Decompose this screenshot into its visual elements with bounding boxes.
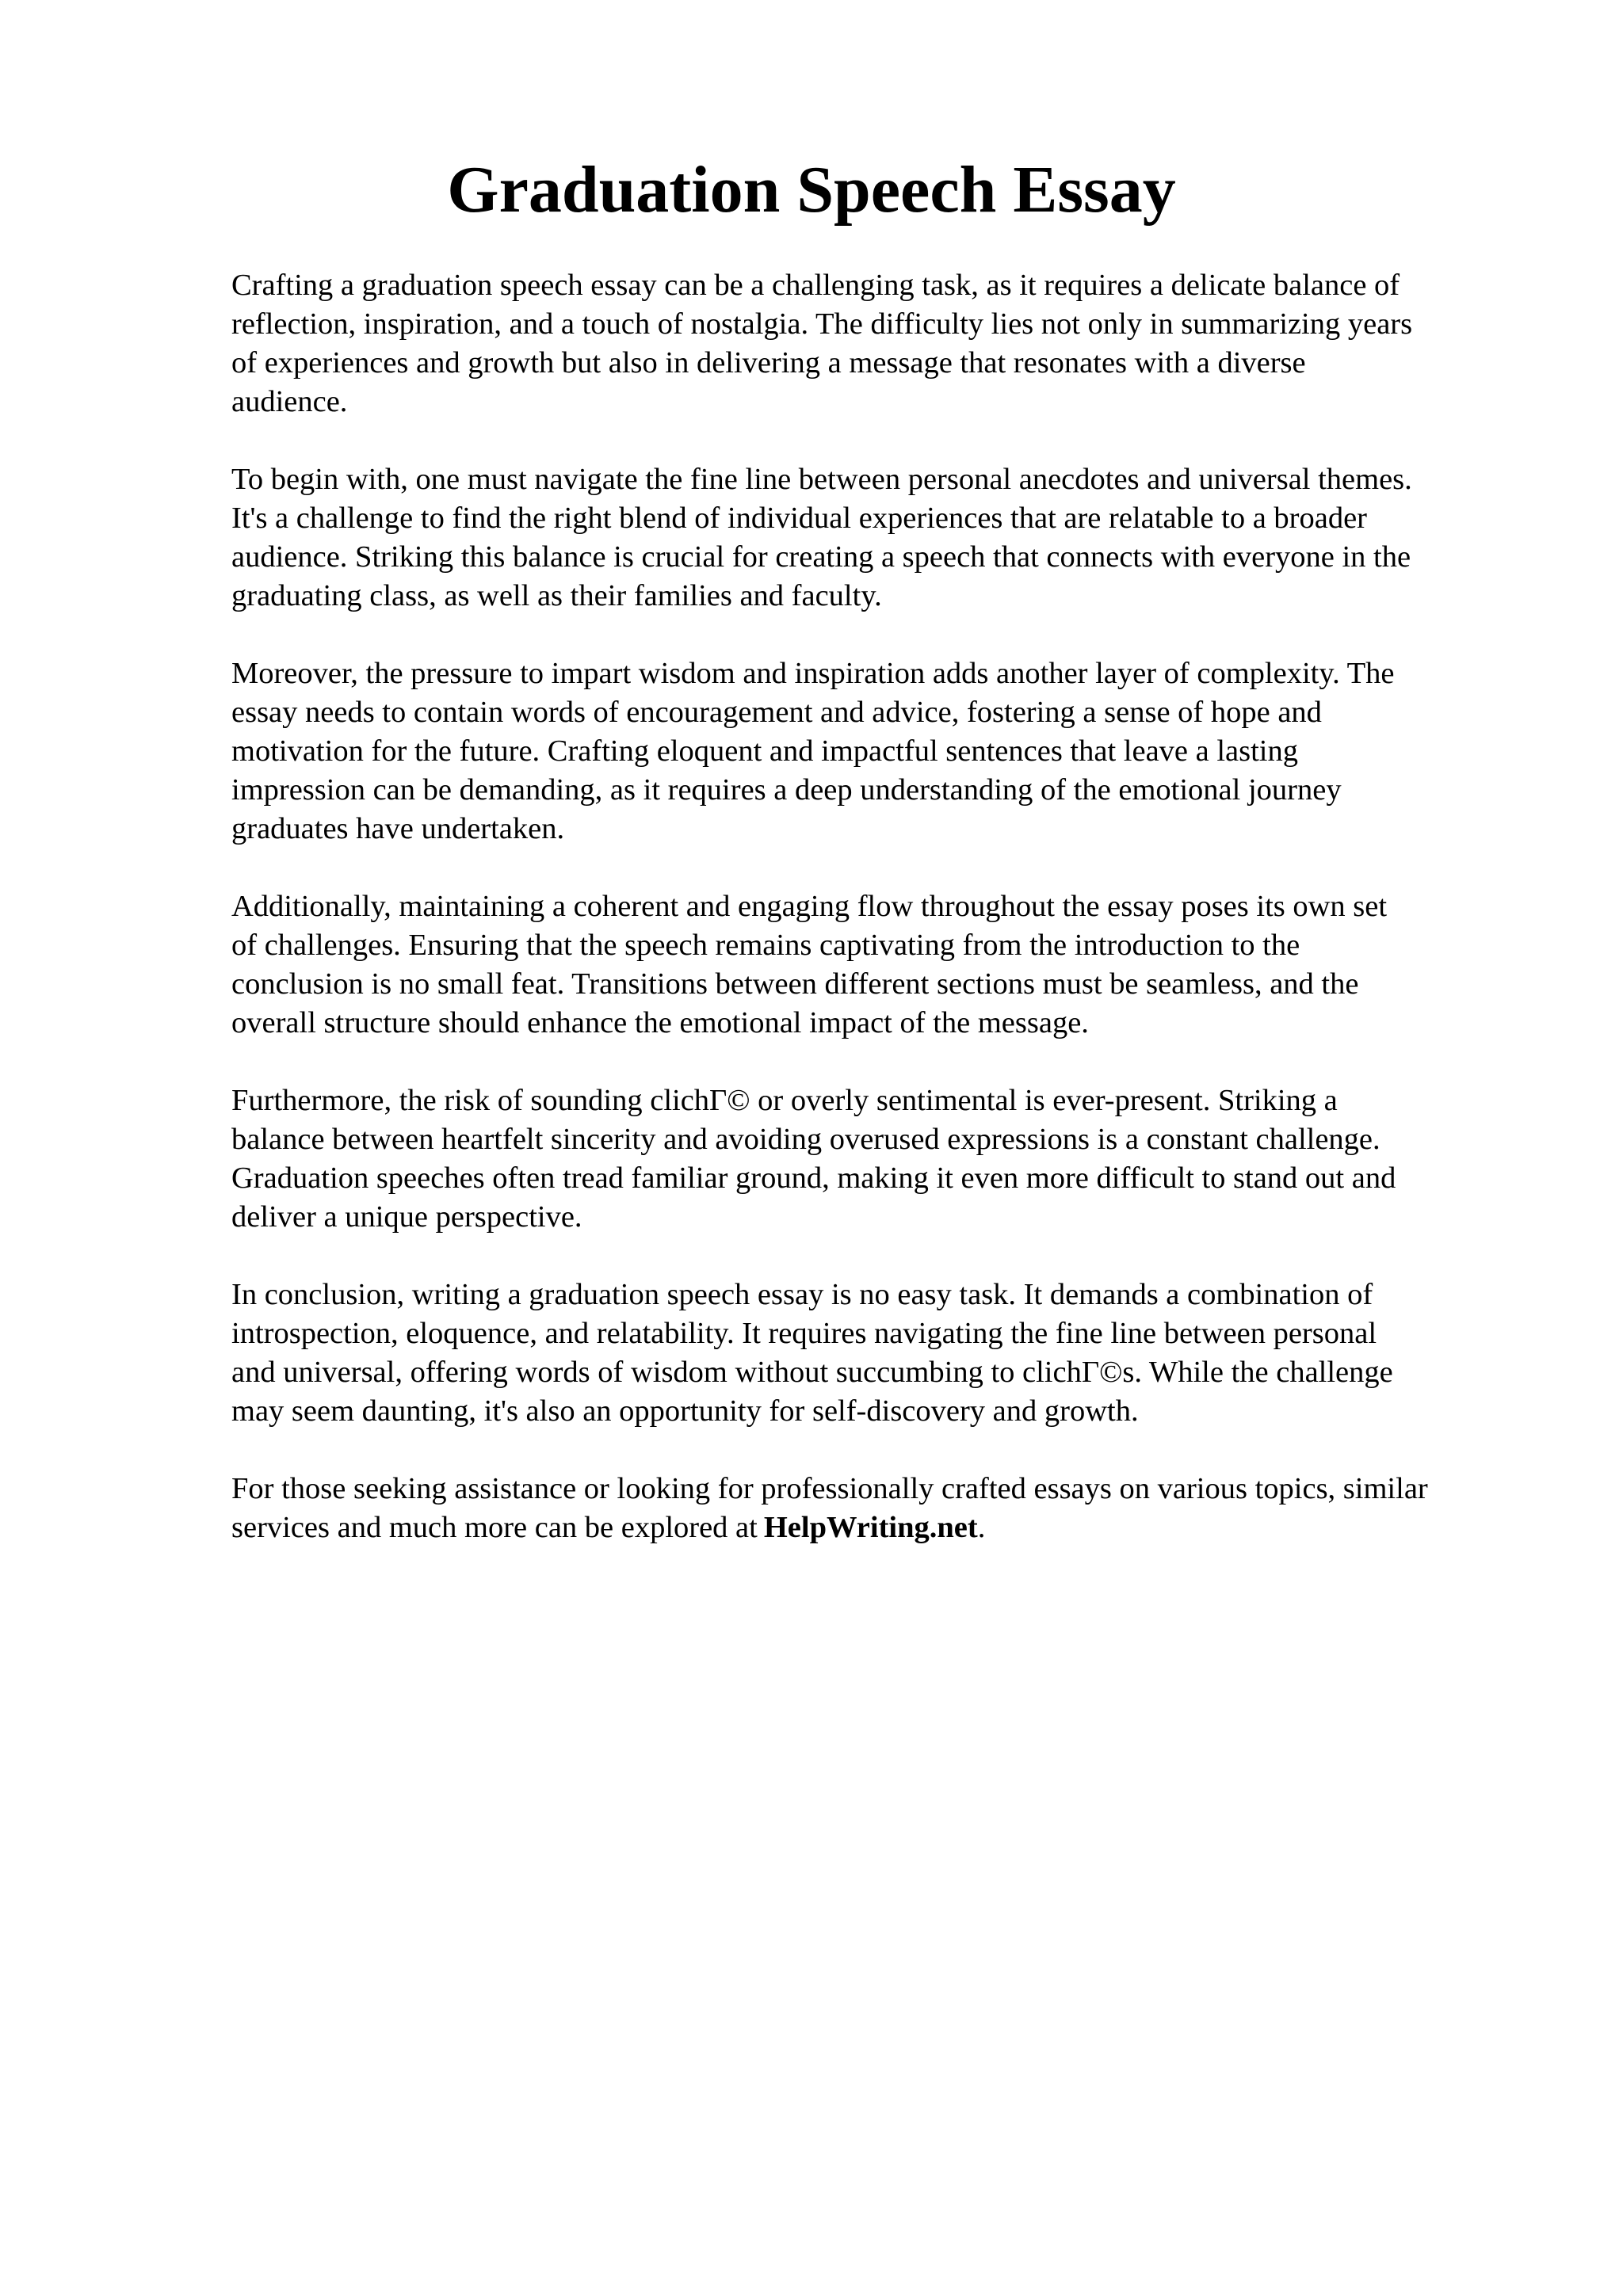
closing-line (231, 1508, 1550, 1547)
paragraph-line: It's a challenge to find the right blend of individual experiences that are relatable to a broader (231, 502, 1367, 535)
paragraph-closing (231, 1470, 1550, 1547)
paragraph-line: conclusion is no small feat. Transitions between different sections must be seamless, and the (231, 967, 1359, 1001)
paragraph-moreover (231, 654, 1550, 849)
paragraph-line: For those seeking assistance or looking for professionally crafted essays on various topics, similar (231, 1472, 1428, 1505)
paragraph-line: of experiences and growth but also in delivering a message that resonates with a diverse (231, 346, 1306, 379)
helpwriting-link[interactable]: HelpWriting.net (763, 1511, 978, 1544)
paragraph-line: reflection, inspiration, and a touch of nostalgia. The difficulty lies not only in summarizing years (231, 307, 1413, 341)
paragraph-line: deliver a unique perspective. (231, 1200, 582, 1234)
paragraph-line: In conclusion, writing a graduation speech essay is no easy task. It demands a combination of (231, 1278, 1373, 1311)
paragraph-line: impression can be demanding, as it requires a deep understanding of the emotional journey (231, 773, 1342, 807)
paragraph-line: Graduation speeches often tread familiar ground, making it even more difficult to stand out and (231, 1161, 1396, 1195)
paragraph-intro (231, 266, 1550, 421)
paragraph-conclusion (231, 1276, 1550, 1431)
paragraph-line: may seem daunting, it's also an opportunity for self-discovery and growth. (231, 1394, 1139, 1428)
paragraph-line: Crafting a graduation speech essay can be a challenging task, as it requires a delicate balance of (231, 269, 1400, 302)
page-title: Graduation Speech Essay (447, 153, 1176, 227)
paragraph-line: graduating class, as well as their families and faculty. (231, 579, 882, 612)
paragraph-additionally (231, 887, 1550, 1043)
paragraph-line: audience. Striking this balance is crucial for creating a speech that connects with everyone in the (231, 540, 1411, 574)
essay-body (231, 266, 1550, 1586)
paragraph-furthermore (231, 1081, 1550, 1237)
paragraph-line: To begin with, one must navigate the fine line between personal anecdotes and universal themes. (231, 463, 1412, 496)
paragraph-line: Furthermore, the risk of sounding clichГ© or overly sentimental is ever-present. Striking a (231, 1084, 1338, 1117)
paragraph-line: balance between heartfelt sincerity and avoiding overused expressions is a constant challenge. (231, 1123, 1381, 1156)
paragraph-line: overall structure should enhance the emotional impact of the message. (231, 1006, 1089, 1039)
paragraph-line: of challenges. Ensuring that the speech remains captivating from the introduction to the (231, 929, 1300, 962)
paragraph-line: Moreover, the pressure to impart wisdom and inspiration adds another layer of complexity. The (231, 657, 1395, 690)
paragraph-line: Additionally, maintaining a coherent and engaging flow throughout the essay poses its own set (231, 890, 1388, 923)
paragraph-line: essay needs to contain words of encouragement and advice, fostering a sense of hope and (231, 696, 1322, 729)
paragraph-line: and universal, offering words of wisdom without succumbing to clichГ©s. While the challenge (231, 1356, 1393, 1389)
closing-prefix: services and much more can be explored at (231, 1511, 758, 1544)
closing-suffix: . (977, 1511, 986, 1544)
paragraph-line: graduates have undertaken. (231, 812, 565, 845)
paragraph-line: introspection, eloquence, and relatability. It requires navigating the fine line between personal (231, 1317, 1377, 1350)
paragraph-begin (231, 460, 1550, 616)
paragraph-line: motivation for the future. Crafting eloquent and impactful sentences that leave a lasting (231, 734, 1298, 768)
paragraph-line: audience. (231, 385, 348, 418)
